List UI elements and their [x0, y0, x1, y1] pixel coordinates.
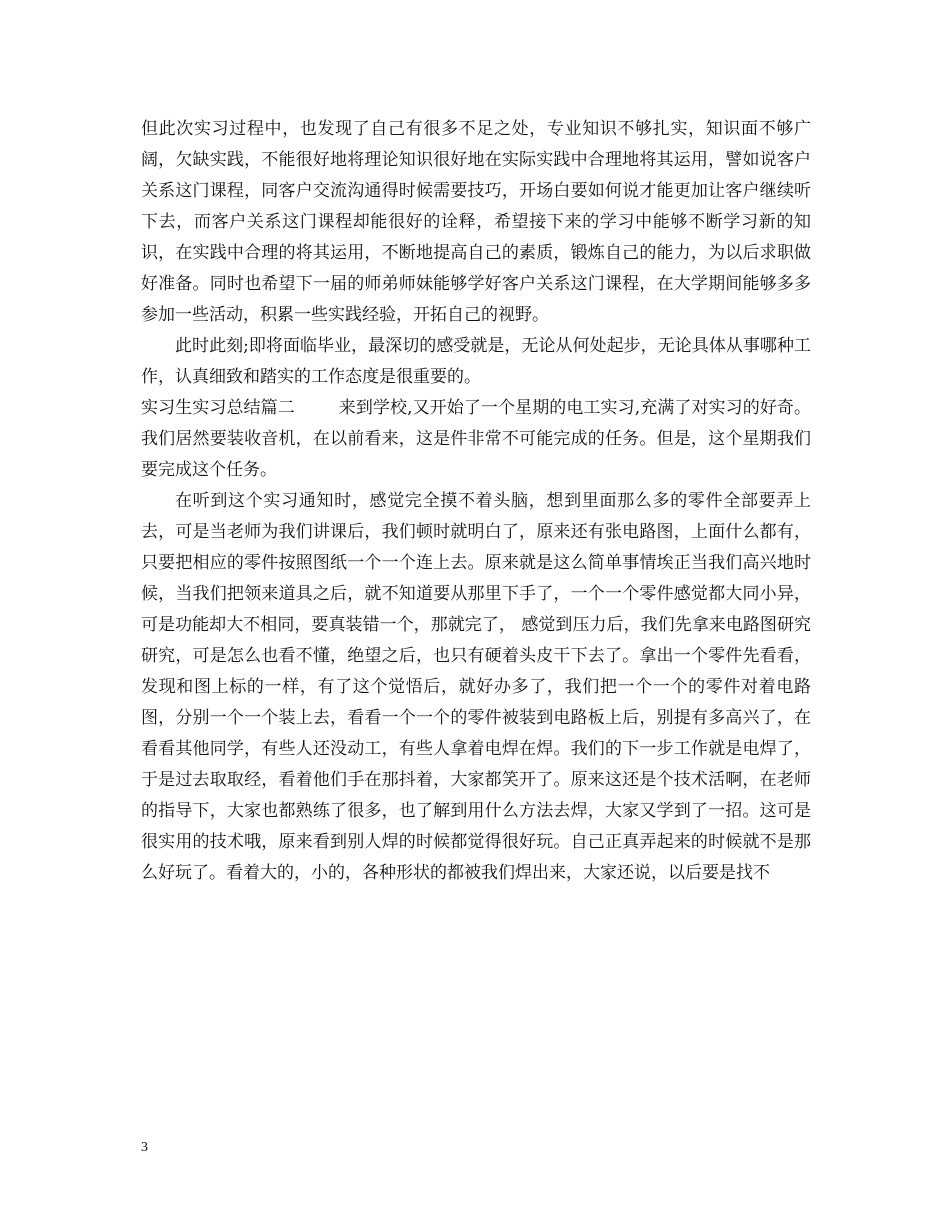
heading-spacer	[295, 398, 339, 418]
paragraph-radio-assembly: 在听到这个实习通知时，感觉完全摸不着头脑，想到里面那么多的零件全部要弄上去，可是当老师为我们讲课后，我们顿时就明白了，原来还有张电路图，上面什么都有，只要把相应的零件按照图纸一个一个连上去。原来就是这么简单事情埃正当我们高兴地时候，当我们把领来道具之后，就不知道要从那里下手了，一个一个零件感觉都大同小异，可是功能却大不相同，要真装错一个，那就完了， 感觉到压力后，我们先拿来电路图研究研究，可是怎么也看不懂，绝望之后，也只有硬着头皮干下去了。拿出一个零件先看看，发现和图上标的一样，有了这个觉悟后，就好办多了，我们把一个一个的零件对着电路图，分别一个一个装上去，看看一个一个的零件被装到电路板上后，别提有多高兴了，在看看其他同学，有些人还没动工，有些人拿着电焊在焊。我们的下一步工作就是电焊了，于是过去取取经，看着他们手在那抖着，大家都笑开了。原来这还是个技术活啊，在老师的指导下，大家也都熟练了很多，也了解到用什么方法去焊，大家又学到了一招。这可是很实用的技术哦，原来看到别人焊的时候都觉得很好玩。自己正真弄起来的时候就不是那么好玩了。看着大的，小的，各种形状的都被我们焊出来，大家还说，以后要是找不	[141, 491, 811, 883]
page-number: 3	[141, 1140, 148, 1155]
paragraph-section-two-intro	[141, 393, 811, 486]
paragraph-graduation-feeling: 此时此刻;即将面临毕业，最深切的感受就是，无论从何处起步，无论具体从事哪种工作，认真细致和踏实的工作态度是很重要的。	[141, 336, 811, 387]
section-intro-text: 来到学校,又开始了一个星期的电工实习,充满了对实习的好奇。我们居然要装收音机，在以前看来，这是件非常不可能完成的任务。但是，这个星期我们要完成这个任务。	[141, 398, 812, 480]
body-text	[141, 114, 811, 889]
paragraph-internship-reflection: 但此次实习过程中，也发现了自己有很多不足之处，专业知识不够扎实，知识面不够广阔，欠缺实践，不能很好地将理论知识很好地在实际实践中合理地将其运用，譬如说客户关系这门课程，同客户交流沟通得时候需要技巧，开场白要如何说才能更加让客户继续听下去，而客户关系这门课程却能很好的诠释，希望接下来的学习中能够不断学习新的知识，在实践中合理的将其运用，不断地提高自己的素质，锻炼自己的能力，为以后求职做好准备。同时也希望下一届的师弟师妹能够学好客户关系这门课程，在大学期间能够多多参加一些活动，积累一些实践经验，开拓自己的视野。	[141, 119, 811, 325]
section-heading: 实习生实习总结篇二	[141, 398, 295, 418]
